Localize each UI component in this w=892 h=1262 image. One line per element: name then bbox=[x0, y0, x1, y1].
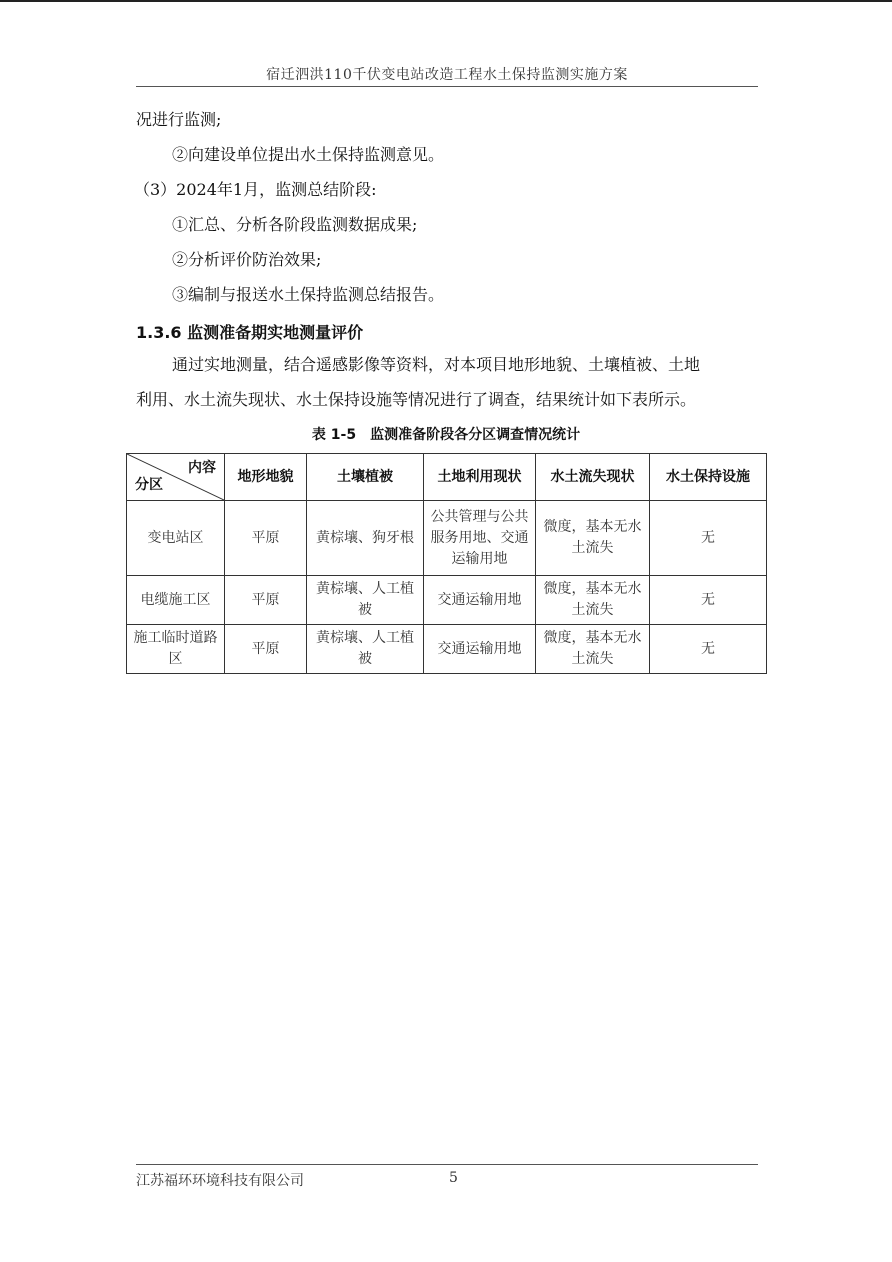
table-cell: 交通运输用地 bbox=[424, 625, 536, 674]
table-cell: 施工临时道路区 bbox=[127, 625, 225, 674]
body-line: ②分析评价防治效果; bbox=[172, 250, 322, 269]
body-line: （3）2024年1月，监测总结阶段: bbox=[134, 180, 377, 199]
table-cell: 平原 bbox=[225, 625, 307, 674]
corner-header-cell bbox=[127, 454, 225, 501]
survey-table bbox=[126, 453, 767, 674]
page-header-title: 宿迁泗洪110千伏变电站改造工程水土保持监测实施方案 bbox=[266, 67, 628, 83]
table-cell: 微度，基本无水土流失 bbox=[536, 625, 650, 674]
table-cell: 交通运输用地 bbox=[424, 576, 536, 625]
table-row bbox=[127, 501, 767, 576]
table-cell: 黄棕壤、人工植被 bbox=[307, 625, 424, 674]
table-cell: 平原 bbox=[225, 501, 307, 576]
corner-label-zone: 分区 bbox=[135, 477, 163, 493]
table-cell: 无 bbox=[650, 501, 767, 576]
body-line: ③编制与报送水土保持监测总结报告。 bbox=[172, 285, 445, 304]
header-cell: 土壤植被 bbox=[307, 454, 424, 501]
header-cell: 土地利用现状 bbox=[424, 454, 536, 501]
body-line: 况进行监测; bbox=[136, 110, 222, 129]
section-heading: 1.3.6 监测准备期实地测量评价 bbox=[136, 323, 364, 342]
header-rule bbox=[136, 86, 758, 87]
table-cell: 微度，基本无水土流失 bbox=[536, 576, 650, 625]
table-row bbox=[127, 576, 767, 625]
paragraph-line: 通过实地测量，结合遥感影像等资料，对本项目地形地貌、土壤植被、土地 bbox=[172, 355, 701, 374]
corner-label-content: 内容 bbox=[188, 460, 216, 476]
paragraph-line: 利用、水土流失现状、水土保持设施等情况进行了调查，结果统计如下表所示。 bbox=[136, 390, 697, 409]
footer-company: 江苏福环环境科技有限公司 bbox=[136, 1173, 304, 1189]
table-caption: 表 1-5 监测准备阶段各分区调查情况统计 bbox=[311, 427, 581, 443]
header-cell: 地形地貌 bbox=[225, 454, 307, 501]
header-cell: 水土保持设施 bbox=[650, 454, 767, 501]
header-cell: 水土流失现状 bbox=[536, 454, 650, 501]
table-cell: 电缆施工区 bbox=[127, 576, 225, 625]
table-cell: 公共管理与公共服务用地、交通运输用地 bbox=[424, 501, 536, 576]
page-number: 5 bbox=[449, 1170, 458, 1186]
table-cell: 无 bbox=[650, 625, 767, 674]
table-cell: 黄棕壤、人工植被 bbox=[307, 576, 424, 625]
table-cell: 变电站区 bbox=[127, 501, 225, 576]
table-header-row bbox=[127, 454, 767, 501]
table-cell: 微度，基本无水土流失 bbox=[536, 501, 650, 576]
body-line: ①汇总、分析各阶段监测数据成果; bbox=[172, 215, 418, 234]
table-cell: 无 bbox=[650, 576, 767, 625]
page-top-edge bbox=[0, 0, 892, 2]
table-cell: 黄棕壤、狗牙根 bbox=[307, 501, 424, 576]
body-line: ②向建设单位提出水土保持监测意见。 bbox=[172, 145, 445, 164]
footer-rule bbox=[136, 1164, 758, 1165]
table-row bbox=[127, 625, 767, 674]
table-cell: 平原 bbox=[225, 576, 307, 625]
